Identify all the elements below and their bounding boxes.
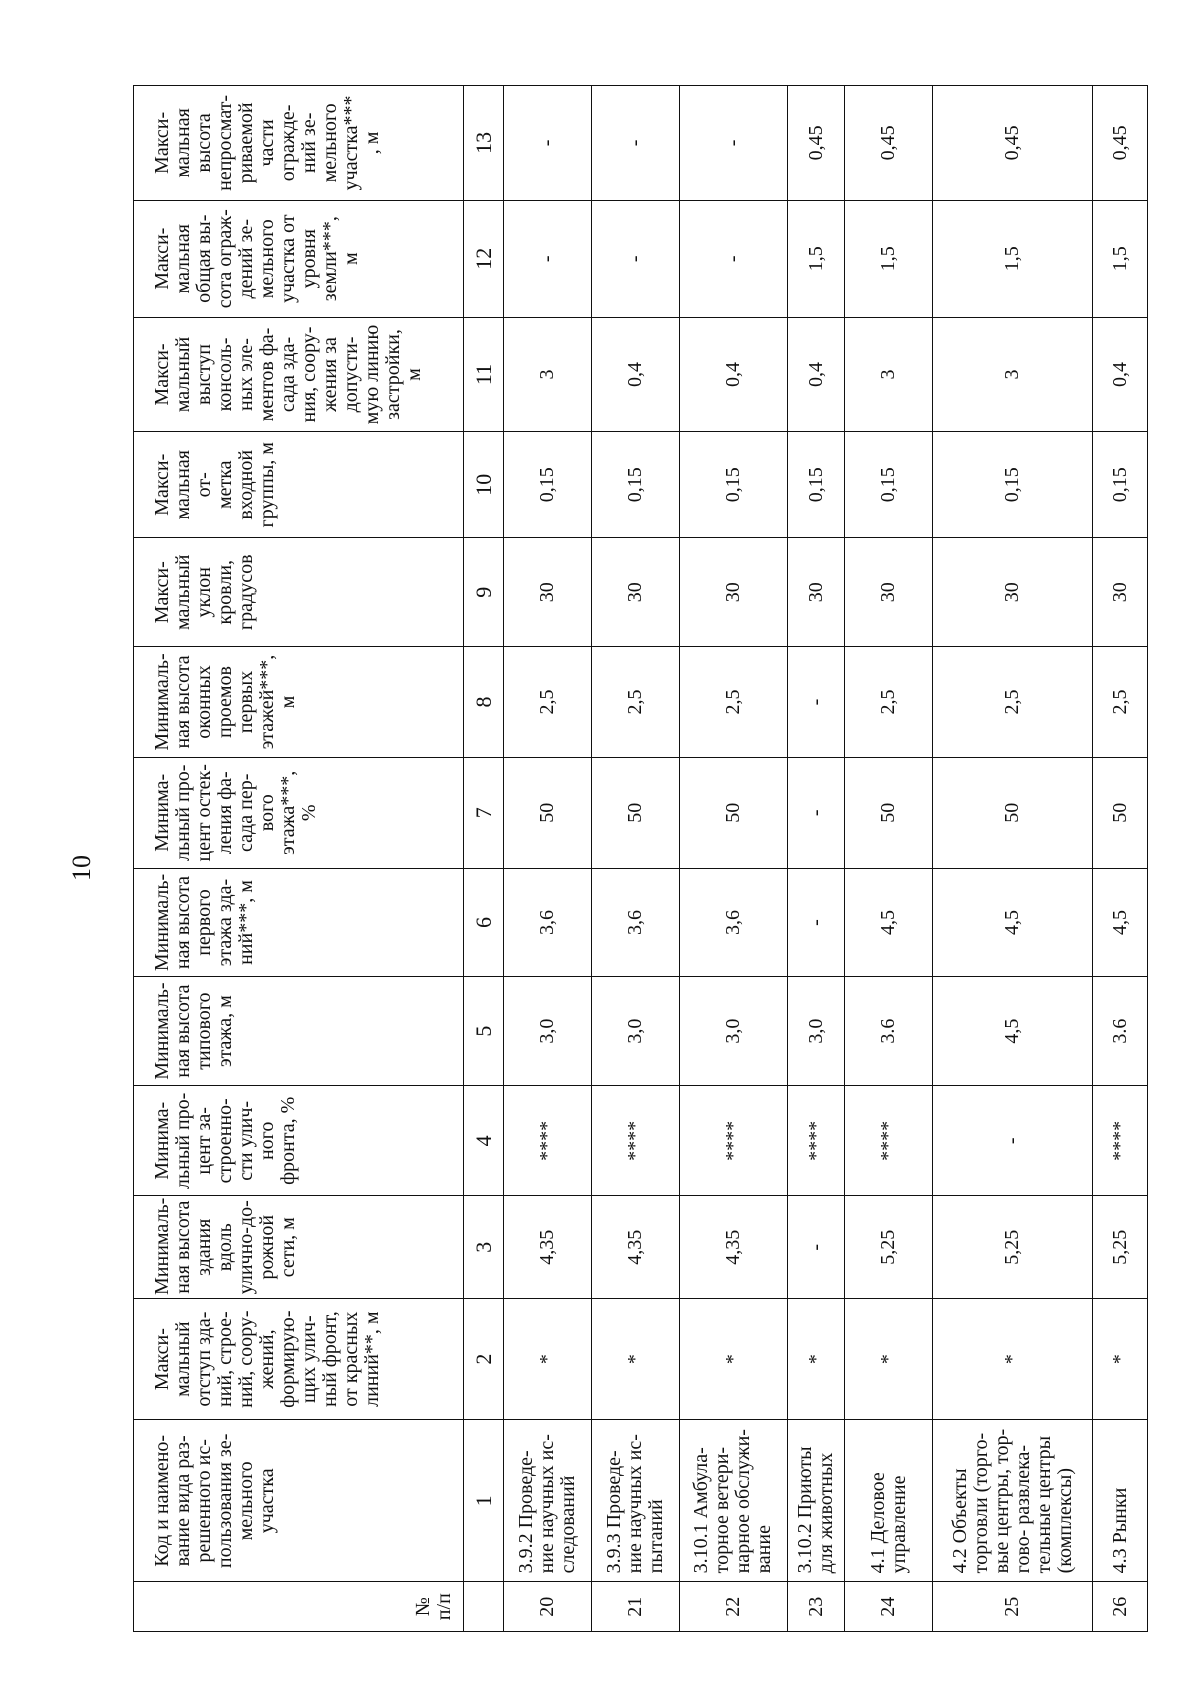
table-cell: 2,5	[504, 647, 592, 757]
table-cell: 3	[933, 317, 1093, 432]
table-cell: 0,15	[591, 432, 679, 538]
table-cell: 4,5	[845, 868, 933, 976]
table-cell: 0,15	[933, 432, 1093, 538]
table-cell: 50	[1093, 757, 1148, 868]
table-cell: 3	[504, 317, 592, 432]
column-number-row	[464, 86, 504, 1632]
column-header: № п/п	[134, 1582, 464, 1632]
column-number: 8	[464, 647, 504, 757]
column-number: 4	[464, 1086, 504, 1196]
table-cell: 30	[591, 538, 679, 647]
table-cell: 0,15	[845, 432, 933, 538]
row-number: 26	[1093, 1582, 1148, 1632]
table-cell: 0,4	[679, 317, 788, 432]
column-number: 11	[464, 317, 504, 432]
table-cell: 50	[679, 757, 788, 868]
column-header: Код и наимено- вание вида раз- решенного ис- пользования зе- мельного участка	[134, 1420, 464, 1582]
page-number: 10	[67, 855, 96, 881]
column-header: Минималь- ная высота оконных проемов первых этажей***, м	[134, 647, 464, 757]
column-number: 1	[464, 1420, 504, 1582]
land-use-type: 4.1 Деловое управление	[845, 1420, 933, 1582]
row-number: 24	[845, 1582, 933, 1632]
table-cell: 0,45	[1093, 86, 1148, 201]
table-cell: 4,35	[504, 1196, 592, 1299]
table-cell: ****	[591, 1086, 679, 1196]
table-cell: 5,25	[845, 1196, 933, 1299]
table-cell: 3,6	[504, 868, 592, 976]
regulations-table	[133, 85, 1148, 1632]
table-cell: 3.6	[1093, 977, 1148, 1086]
table-cell: -	[679, 86, 788, 201]
table-cell: 0,45	[933, 86, 1093, 201]
table-cell: *	[679, 1299, 788, 1420]
table-cell: ****	[1093, 1086, 1148, 1196]
table-cell: 30	[504, 538, 592, 647]
column-header: Макси- мальный уклон кровли, градусов	[134, 538, 464, 647]
table-cell: 3.6	[845, 977, 933, 1086]
table-cell: 0,15	[679, 432, 788, 538]
table-cell: 2,5	[845, 647, 933, 757]
table-cell: *	[591, 1299, 679, 1420]
column-number: 7	[464, 757, 504, 868]
table-cell: -	[788, 1196, 845, 1299]
land-use-type: 4.3 Рынки	[1093, 1420, 1148, 1582]
table-cell: -	[679, 200, 788, 317]
column-number: 6	[464, 868, 504, 976]
table-cell: 3,0	[788, 977, 845, 1086]
land-use-type: 3.9.3 Проведе- ние научных ис- пытаний	[591, 1420, 679, 1582]
land-use-type: 3.9.2 Проведе- ние научных ис- следований	[504, 1420, 592, 1582]
column-header: Макси- мальный выступ консоль- ных эле- ментов фа- сада зда- ния, соору- жения за допусти- мую линию застройки, м	[134, 317, 464, 432]
column-number	[464, 1582, 504, 1632]
table-row	[933, 86, 1093, 1632]
column-header: Минима- льный про- цент за- строенно- сти улич- ного фронта, %	[134, 1086, 464, 1196]
table-cell: 3,6	[679, 868, 788, 976]
table-cell: 0,4	[1093, 317, 1148, 432]
table-cell: -	[504, 200, 592, 317]
row-number: 23	[788, 1582, 845, 1632]
table-cell: 3,0	[591, 977, 679, 1086]
table-cell: ****	[504, 1086, 592, 1196]
table-cell: 0,45	[788, 86, 845, 201]
table-cell: 50	[591, 757, 679, 868]
column-header: Макси- мальный отступ зда- ний, строе- ний, соору- жений, формирую- щих улич- ный фронт, от красных линий**, м	[134, 1299, 464, 1420]
table-row	[679, 86, 788, 1632]
table-cell: 4,5	[933, 868, 1093, 976]
row-number: 20	[504, 1582, 592, 1632]
table-cell: 2,5	[1093, 647, 1148, 757]
table-cell: *	[933, 1299, 1093, 1420]
header-row	[134, 86, 464, 1632]
table-cell: 30	[679, 538, 788, 647]
table-body	[504, 86, 1148, 1632]
table-cell: *	[788, 1299, 845, 1420]
table-cell: 3	[845, 317, 933, 432]
table-cell: 1,5	[1093, 200, 1148, 317]
table-cell: -	[788, 757, 845, 868]
table-cell: -	[933, 1086, 1093, 1196]
column-number: 3	[464, 1196, 504, 1299]
table-cell: 1,5	[933, 200, 1093, 317]
table-cell: 30	[845, 538, 933, 647]
table-cell: 0,4	[591, 317, 679, 432]
column-header: Макси- мальная от- метка входной группы, м	[134, 432, 464, 538]
table-cell: *	[1093, 1299, 1148, 1420]
table-cell: 3,6	[591, 868, 679, 976]
row-number: 22	[679, 1582, 788, 1632]
column-number: 9	[464, 538, 504, 647]
table-cell: 4,5	[933, 977, 1093, 1086]
table-cell: 1,5	[845, 200, 933, 317]
table-row	[1093, 86, 1148, 1632]
table-cell: *	[504, 1299, 592, 1420]
table-cell: -	[591, 86, 679, 201]
table-cell: 50	[933, 757, 1093, 868]
table-cell: 30	[1093, 538, 1148, 647]
column-header: Макси- мальная общая вы- сота ограж- дений зе- мельного участка от уровня земли***, м	[134, 200, 464, 317]
table-cell: ****	[788, 1086, 845, 1196]
row-number: 21	[591, 1582, 679, 1632]
land-use-type: 3.10.2 Приюты для животных	[788, 1420, 845, 1582]
table-cell: 3,0	[504, 977, 592, 1086]
column-number: 5	[464, 977, 504, 1086]
land-use-type: 4.2 Объекты торговли (торго- вые центры, тор- гово- развлека- тельные центры (комплексы)	[933, 1420, 1093, 1582]
column-header: Минималь- ная высота типового этажа, м	[134, 977, 464, 1086]
land-use-type: 3.10.1 Амбула- торное ветери- нарное обслужи- вание	[679, 1420, 788, 1582]
table-row	[788, 86, 845, 1632]
table-cell: ****	[845, 1086, 933, 1196]
table-cell: 0,4	[788, 317, 845, 432]
table-cell: 0,15	[1093, 432, 1148, 538]
column-number: 10	[464, 432, 504, 538]
table-row	[591, 86, 679, 1632]
column-header: Минима- льный про- цент остек- ления фа- сада пер- вого этажа***, %	[134, 757, 464, 868]
table-cell: 0,15	[788, 432, 845, 538]
table-cell: 0,15	[504, 432, 592, 538]
table-cell: *	[845, 1299, 933, 1420]
table-cell: 4,35	[591, 1196, 679, 1299]
table-cell: ****	[679, 1086, 788, 1196]
column-number: 12	[464, 200, 504, 317]
table-row	[504, 86, 592, 1632]
table-cell: 50	[845, 757, 933, 868]
table-cell: -	[788, 647, 845, 757]
table-cell: 2,5	[933, 647, 1093, 757]
rotated-table-container	[133, 85, 1148, 1632]
table-cell: 3,0	[679, 977, 788, 1086]
table-row	[845, 86, 933, 1632]
table-header	[134, 86, 504, 1632]
table-cell: 30	[933, 538, 1093, 647]
table-cell: 4,35	[679, 1196, 788, 1299]
table-cell: 30	[788, 538, 845, 647]
table-cell: 5,25	[933, 1196, 1093, 1299]
table-cell: -	[788, 868, 845, 976]
table-cell: 0,45	[845, 86, 933, 201]
table-cell: 4,5	[1093, 868, 1148, 976]
table-cell: 2,5	[591, 647, 679, 757]
column-header: Минималь- ная высота здания вдоль улично-до- рожной сети, м	[134, 1196, 464, 1299]
column-number: 13	[464, 86, 504, 201]
row-number: 25	[933, 1582, 1093, 1632]
column-number: 2	[464, 1299, 504, 1420]
table-cell: 2,5	[679, 647, 788, 757]
column-header: Макси- мальная высота непросмат- риваемой части огражде- ний зе- мельного участка*** , м	[134, 86, 464, 201]
table-cell: 5,25	[1093, 1196, 1148, 1299]
table-cell: 1,5	[788, 200, 845, 317]
table-cell: -	[591, 200, 679, 317]
column-header: Минималь- ная высота первого этажа зда- ний***, м	[134, 868, 464, 976]
table-cell: 50	[504, 757, 592, 868]
table-cell: -	[504, 86, 592, 201]
